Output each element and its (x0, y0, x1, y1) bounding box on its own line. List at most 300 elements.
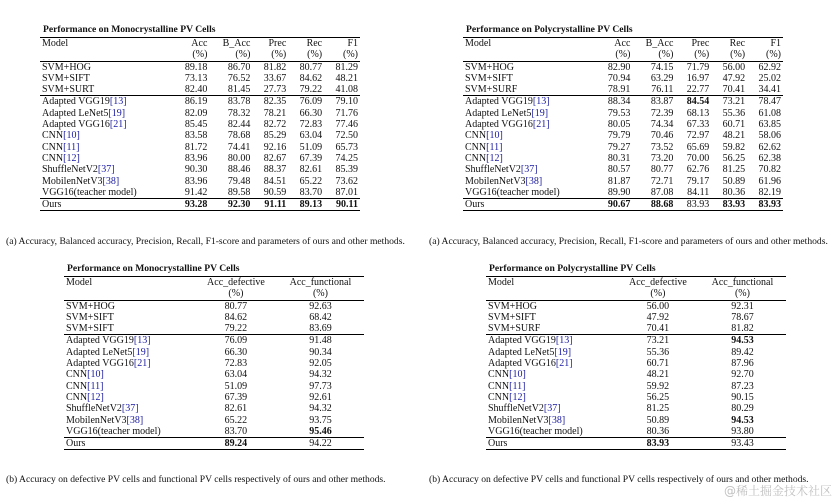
model-name: SVM+SURF (488, 323, 541, 335)
citation: [38] (126, 414, 144, 426)
value-cell: 78.68 (227, 130, 251, 142)
model-name-cell (40, 84, 174, 96)
value-cell: 94.53 (731, 414, 754, 426)
model-name-cell (40, 176, 174, 187)
value-cell: 94.22 (277, 438, 364, 450)
value-cell: 50.89 (722, 175, 746, 187)
column-unit: (%) (734, 288, 750, 300)
citation: [19] (108, 107, 126, 119)
value-cell: 93.28 (174, 199, 210, 211)
model-name: SVM+SURT (42, 84, 95, 96)
table-row (486, 415, 786, 426)
value-cell: 77.46 (335, 119, 358, 131)
value-cell: 81.25 (646, 403, 670, 415)
table-row (40, 119, 360, 130)
value-cell: 48.21 (722, 130, 746, 142)
table-row (486, 300, 786, 312)
value-cell: 89.18 (174, 61, 210, 73)
model-name-cell (486, 312, 617, 323)
table-row (463, 153, 783, 164)
table-title: Performance on Monocrystalline PV Cells (43, 24, 216, 35)
table-poly-defective (486, 263, 786, 450)
table-row (40, 96, 360, 108)
citation: [12] (486, 152, 503, 164)
citation: [10] (509, 369, 526, 381)
value-cell: 79.17 (686, 175, 710, 187)
value-cell: 90.67 (597, 199, 633, 211)
citation: [12] (509, 391, 526, 403)
table-row (486, 323, 786, 335)
model-name-cell (40, 108, 174, 119)
value-cell: 48.21 (335, 72, 358, 84)
model-name-cell (64, 312, 195, 323)
model-name: MobilenNetV3 (42, 175, 103, 187)
table-poly-metrics (463, 24, 783, 211)
table-row (463, 164, 783, 175)
value-cell: 89.24 (195, 438, 277, 450)
value-cell: 83.78 (209, 96, 252, 108)
value-cell: 47.92 (722, 72, 746, 84)
table-row (40, 153, 360, 164)
model-name: Adapted VGG16 (488, 358, 556, 370)
value-cell: 74.41 (227, 141, 251, 153)
table-row (486, 403, 786, 414)
model-name: Adapted VGG16 (66, 358, 134, 370)
value-cell: 78.21 (263, 107, 287, 119)
value-cell: 89.90 (607, 186, 631, 198)
citation: [13] (555, 335, 573, 347)
value-cell: 22.77 (686, 84, 710, 96)
model-name-cell (40, 61, 174, 73)
table-row (40, 130, 360, 141)
model-name-cell (64, 392, 195, 403)
model-name-cell (40, 187, 174, 199)
value-cell: 73.13 (184, 72, 208, 84)
citation: [11] (509, 380, 526, 392)
value-cell: 92.63 (277, 300, 364, 312)
value-cell: 70.41 (646, 323, 670, 335)
column-header: Model (40, 38, 174, 50)
model-name-cell (64, 369, 195, 380)
value-cell: 81.82 (731, 323, 754, 335)
table-row (463, 142, 783, 153)
value-cell: 60.71 (646, 358, 670, 370)
value-cell: 76.09 (195, 335, 277, 347)
column-unit: (%) (271, 49, 287, 61)
citation: [13] (109, 96, 127, 108)
model-name-cell (64, 323, 195, 335)
model-name-cell (463, 61, 597, 73)
value-cell: 74.34 (650, 119, 674, 131)
value-cell: 72.50 (335, 130, 358, 142)
value-cell: 83.93 (711, 199, 747, 211)
column-header: B_Acc (209, 38, 252, 50)
column-unit (64, 288, 195, 300)
value-cell: 76.09 (288, 96, 324, 108)
citation: [19] (554, 346, 572, 358)
value-cell: 90.30 (184, 164, 208, 176)
value-cell: 70.46 (650, 130, 674, 142)
value-cell: 93.43 (699, 438, 786, 450)
value-cell: 72.39 (650, 107, 674, 119)
model-name: Adapted LeNet5 (66, 346, 133, 358)
model-name: MobilenNetV3 (488, 414, 549, 426)
value-cell: 79.53 (607, 107, 631, 119)
value-cell: 80.29 (731, 403, 754, 415)
citation: [11] (486, 141, 503, 153)
citation: [10] (486, 130, 503, 142)
model-name: Ours (42, 199, 62, 211)
model-name: SVM+SIFT (66, 323, 114, 335)
column-header: B_Acc (632, 38, 675, 50)
value-cell: 83.93 (617, 438, 699, 450)
value-cell: 90.15 (731, 391, 754, 403)
value-cell: 88.34 (597, 96, 633, 108)
value-cell: 94.32 (309, 369, 332, 381)
table-row (463, 199, 783, 211)
citation: [38] (525, 175, 543, 187)
model-name-cell (64, 347, 195, 358)
value-cell: 87.96 (731, 358, 754, 370)
value-cell: 48.21 (646, 369, 670, 381)
value-cell: 76.11 (651, 84, 674, 96)
model-name: SVM+HOG (488, 300, 537, 312)
value-cell: 90.11 (324, 199, 360, 211)
table-title: Performance on Polycrystalline PV Cells (466, 24, 633, 35)
caption-b-left: (b) Accuracy on defective PV cells and functional PV cells respectively of ours and other methods. (6, 474, 386, 485)
citation: [11] (63, 141, 80, 153)
model-name-cell (463, 153, 597, 164)
value-cell: 79.10 (324, 96, 360, 108)
model-name: Adapted VGG19 (42, 96, 110, 108)
model-name: VGG16(teacher model) (488, 425, 583, 437)
model-name: SVM+SURF (465, 84, 518, 96)
value-cell: 63.29 (650, 72, 674, 84)
column-unit (463, 49, 597, 61)
model-name: CNN (42, 141, 64, 153)
model-name-cell (486, 426, 617, 438)
model-name-cell (463, 176, 597, 187)
model-name: Adapted VGG19 (66, 335, 134, 347)
value-cell: 83.69 (309, 323, 332, 335)
model-name: Adapted LeNet5 (488, 346, 555, 358)
value-cell: 51.09 (299, 141, 323, 153)
model-name-cell (463, 108, 597, 119)
column-header: Rec (288, 38, 324, 50)
model-name: SVM+HOG (66, 300, 115, 312)
value-cell: 50.89 (646, 414, 670, 426)
table-row (64, 369, 364, 380)
value-cell: 70.94 (607, 72, 631, 84)
table-mono-defective (64, 263, 364, 450)
column-header: Prec (675, 38, 711, 50)
table-row (64, 335, 364, 347)
value-cell: 71.79 (675, 61, 711, 73)
table-row (486, 438, 786, 450)
value-cell: 80.31 (607, 152, 631, 164)
column-unit: (%) (307, 49, 323, 61)
model-name: MobilenNetV3 (465, 175, 526, 187)
value-cell: 41.08 (335, 84, 358, 96)
value-cell: 94.32 (309, 403, 332, 415)
model-name: ShuffleNetV2 (66, 403, 122, 415)
value-cell: 47.92 (646, 311, 670, 323)
model-name-cell (40, 164, 174, 175)
model-name-cell (486, 403, 617, 414)
value-cell: 82.40 (184, 84, 208, 96)
citation: [38] (102, 175, 120, 187)
table-row (40, 84, 360, 96)
model-name: SVM+SIFT (42, 72, 90, 84)
table-row (64, 300, 364, 312)
value-cell: 87.23 (731, 380, 754, 392)
model-name: CNN (465, 130, 487, 142)
value-cell: 73.21 (711, 96, 747, 108)
value-cell: 27.73 (263, 84, 287, 96)
model-name: VGG16(teacher model) (66, 425, 161, 437)
model-name: CNN (488, 391, 510, 403)
value-cell: 97.73 (309, 380, 332, 392)
caption-b-right: (b) Accuracy on defective PV cells and functional PV cells respectively of ours and other methods. (429, 474, 809, 485)
column-unit (40, 49, 174, 61)
value-cell: 82.09 (184, 107, 208, 119)
value-cell: 84.51 (263, 175, 287, 187)
model-name-cell (40, 73, 174, 84)
table-mono-metrics (40, 24, 360, 211)
model-name-cell (463, 199, 597, 211)
citation: [21] (532, 119, 550, 131)
value-cell: 79.22 (299, 84, 323, 96)
table-row (486, 358, 786, 369)
model-name: VGG16(teacher model) (42, 186, 137, 198)
value-cell: 67.39 (224, 391, 248, 403)
table-row (64, 403, 364, 414)
value-cell: 62.92 (747, 61, 783, 73)
table-row (40, 73, 360, 84)
table-row (486, 369, 786, 380)
model-name-cell (463, 164, 597, 175)
value-cell: 81.45 (227, 84, 251, 96)
value-cell: 80.36 (722, 186, 746, 198)
value-cell: 92.70 (731, 369, 754, 381)
value-cell: 83.93 (747, 199, 783, 211)
value-cell: 70.00 (686, 152, 710, 164)
table-row (64, 426, 364, 438)
value-cell: 92.30 (209, 199, 252, 211)
citation: [10] (87, 369, 104, 381)
citation: [19] (132, 346, 150, 358)
value-cell: 80.57 (607, 164, 631, 176)
column-header: F1 (324, 38, 360, 50)
citation: [21] (109, 119, 127, 131)
column-header: Prec (252, 38, 288, 50)
model-name-cell (64, 415, 195, 426)
table-row (64, 438, 364, 450)
table-row (40, 142, 360, 153)
model-name-cell (40, 119, 174, 130)
table-row (486, 381, 786, 392)
citation: [10] (63, 130, 80, 142)
value-cell: 67.33 (686, 119, 710, 131)
table-title: Performance on Monocrystalline PV Cells (67, 263, 240, 274)
model-name: Ours (488, 438, 508, 450)
citation: [12] (87, 391, 104, 403)
table-title: Performance on Polycrystalline PV Cells (489, 263, 656, 274)
model-name: Adapted VGG16 (42, 119, 110, 131)
value-cell: 79.22 (224, 323, 248, 335)
value-cell: 80.05 (607, 119, 631, 131)
value-cell: 88.68 (632, 199, 675, 211)
value-cell: 72.83 (299, 119, 323, 131)
value-cell: 82.61 (299, 164, 323, 176)
value-cell: 70.82 (758, 164, 781, 176)
model-name: SVM+SIFT (465, 72, 513, 84)
model-name-cell (64, 403, 195, 414)
model-name: SVM+HOG (42, 61, 91, 73)
value-cell: 34.41 (758, 84, 781, 96)
value-cell: 82.19 (758, 186, 781, 198)
value-cell: 81.72 (184, 141, 208, 153)
value-cell: 93.80 (731, 425, 754, 437)
column-unit: (%) (312, 288, 328, 300)
value-cell: 61.08 (758, 107, 781, 119)
column-header: Model (486, 277, 617, 289)
value-cell: 25.02 (758, 72, 781, 84)
model-name: CNN (488, 380, 510, 392)
table-row (64, 415, 364, 426)
model-name: Adapted VGG19 (488, 335, 556, 347)
caption-a-left: (a) Accuracy, Balanced accuracy, Precision, Recall, F1-score and parameters of ours and other methods. (6, 236, 405, 247)
value-cell: 95.46 (309, 425, 332, 437)
value-cell: 74.15 (632, 61, 675, 73)
value-cell: 78.91 (607, 84, 631, 96)
value-cell: 83.70 (224, 425, 248, 437)
value-cell: 59.92 (646, 380, 670, 392)
model-name-cell (463, 130, 597, 141)
value-cell: 89.13 (288, 199, 324, 211)
value-cell: 65.22 (299, 175, 323, 187)
value-cell: 72.71 (650, 175, 674, 187)
table-row (40, 164, 360, 175)
model-name-cell (463, 142, 597, 153)
model-name: Adapted LeNet5 (465, 107, 532, 119)
model-name: SVM+SIFT (488, 311, 536, 323)
value-cell: 80.77 (650, 164, 674, 176)
column-header: Model (463, 38, 597, 50)
model-name-cell (64, 335, 195, 347)
value-cell: 62.62 (758, 141, 781, 153)
table-row (64, 381, 364, 392)
column-unit: (%) (650, 288, 666, 300)
value-cell: 16.97 (686, 72, 710, 84)
column-header: Model (64, 277, 195, 289)
table-row (40, 108, 360, 119)
value-cell: 70.41 (722, 84, 746, 96)
citation: [19] (531, 107, 549, 119)
model-name-cell (463, 96, 597, 108)
model-name-cell (486, 358, 617, 369)
citation: [13] (133, 335, 151, 347)
column-unit: (%) (615, 49, 631, 61)
table-row (486, 335, 786, 347)
value-cell: 79.27 (607, 141, 631, 153)
value-cell: 80.77 (288, 61, 324, 73)
column-unit: (%) (658, 49, 674, 61)
value-cell: 55.36 (646, 346, 670, 358)
model-name: Adapted VGG16 (465, 119, 533, 131)
metrics-table (40, 37, 360, 211)
value-cell: 79.79 (607, 130, 631, 142)
column-unit: (%) (228, 288, 244, 300)
table-row (463, 119, 783, 130)
table-row (486, 347, 786, 358)
value-cell: 85.39 (335, 164, 358, 176)
model-name-cell (463, 119, 597, 130)
value-cell: 87.08 (650, 186, 674, 198)
value-cell: 85.29 (263, 130, 287, 142)
model-name: Adapted LeNet5 (42, 107, 109, 119)
value-cell: 80.36 (646, 425, 670, 437)
value-cell: 89.58 (227, 186, 251, 198)
model-name-cell (463, 73, 597, 84)
value-cell: 74.25 (335, 152, 358, 164)
value-cell: 92.05 (309, 358, 332, 370)
value-cell: 63.85 (758, 119, 781, 131)
value-cell: 55.36 (722, 107, 746, 119)
table-row (463, 84, 783, 96)
value-cell: 88.37 (263, 164, 287, 176)
value-cell: 68.42 (309, 311, 332, 323)
model-name: ShuffleNetV2 (465, 164, 521, 176)
value-cell: 76.52 (227, 72, 251, 84)
value-cell: 91.48 (277, 335, 364, 347)
model-name-cell (486, 300, 617, 312)
table-row (463, 96, 783, 108)
value-cell: 81.25 (722, 164, 746, 176)
value-cell: 62.76 (686, 164, 710, 176)
citation: [38] (548, 414, 566, 426)
value-cell: 67.39 (299, 152, 323, 164)
value-cell: 83.87 (632, 96, 675, 108)
model-name: Adapted VGG19 (465, 96, 533, 108)
value-cell: 63.04 (299, 130, 323, 142)
caption-a-right: (a) Accuracy, Balanced accuracy, Precision, Recall, F1-score and parameters of ours and other methods. (429, 236, 828, 247)
value-cell: 83.58 (184, 130, 208, 142)
value-cell: 82.72 (263, 119, 287, 131)
model-name-cell (486, 347, 617, 358)
model-name-cell (64, 358, 195, 369)
value-cell: 72.83 (224, 358, 248, 370)
column-header: Acc_functional (699, 277, 786, 289)
table-row (64, 392, 364, 403)
model-name-cell (40, 153, 174, 164)
table-row (463, 130, 783, 141)
citation: [37] (97, 164, 115, 176)
value-cell: 92.16 (263, 141, 287, 153)
model-name: CNN (465, 141, 487, 153)
value-cell: 83.93 (675, 199, 711, 211)
value-cell: 71.76 (335, 107, 358, 119)
table-row (463, 176, 783, 187)
value-cell: 51.09 (224, 380, 248, 392)
value-cell: 84.62 (299, 72, 323, 84)
model-name: MobilenNetV3 (66, 414, 127, 426)
value-cell: 78.32 (227, 107, 251, 119)
model-name: CNN (66, 369, 88, 381)
model-name-cell (486, 381, 617, 392)
value-cell: 81.29 (324, 61, 360, 73)
value-cell: 82.44 (227, 119, 251, 131)
